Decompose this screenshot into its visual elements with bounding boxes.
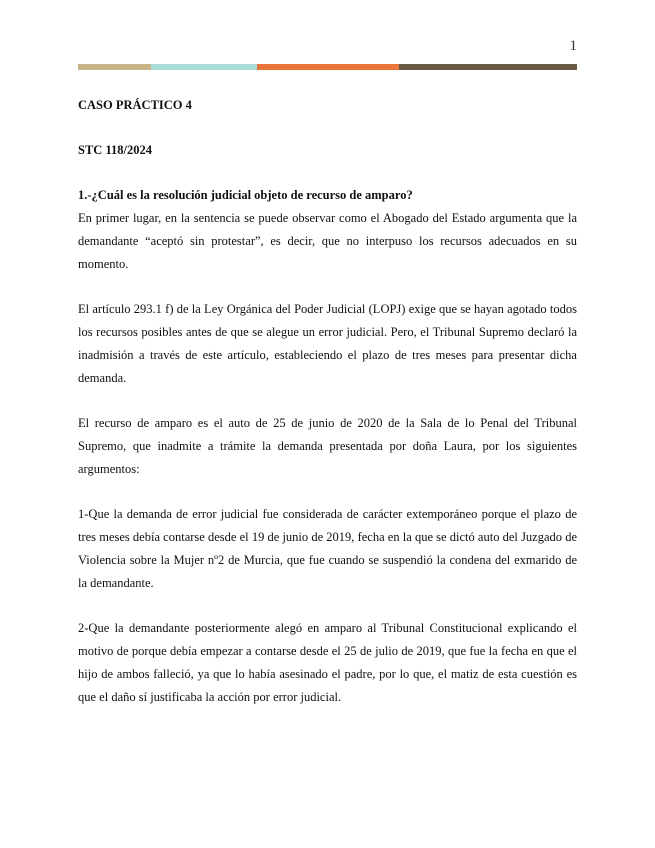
paragraph-2: El artículo 293.1 f) de la Ley Orgánica del Poder Judicial (LOPJ) exige que se hayan agotado todos los recursos posibles antes de que se alegue un error judicial. Pero, el Tribunal Supremo declaró la inadmisión a través de este artículo, estableciendo el plazo de tres meses para presentar dicha demanda. (78, 302, 577, 385)
paragraph-3: El recurso de amparo es el auto de 25 de junio de 2020 de la Sala de lo Penal del Tribunal Supremo, que inadmite a trámite la demanda presentada por doña Laura, por los siguientes argumentos: (78, 416, 577, 476)
color-bar-segment-1 (78, 64, 151, 70)
document-title: CASO PRÁCTICO 4 (78, 98, 192, 112)
color-bar-segment-2 (151, 64, 257, 70)
paragraph-4: 1-Que la demanda de error judicial fue considerada de carácter extemporáneo porque el plazo de tres meses debía contarse desde el 19 de junio de 2019, fecha en la que se dictó auto del Juzgado de Violencia sobre la Mujer nº2 de Murcia, que fue cuando se suspendió la condena del exmarido de la demandante. (78, 507, 577, 590)
question-heading: 1.-¿Cuál es la resolución judicial objeto de recurso de amparo? (78, 188, 413, 202)
color-bar-segment-4 (399, 64, 577, 70)
paragraph-5: 2-Que la demandante posteriormente alegó en amparo al Tribunal Constitucional explicando el motivo de porque debía empezar a contarse desde el 25 de julio de 2019, que fue la fecha en que el hijo de ambos falleció, ya que lo había asesinado el padre, por lo que, el matiz de esta cuestión es que el daño sí justificaba la acción por error judicial. (78, 621, 577, 704)
header-color-bar (78, 64, 577, 70)
document-subtitle: STC 118/2024 (78, 143, 152, 157)
page-number: 1 (569, 38, 577, 54)
document-body (78, 94, 577, 709)
paragraph-1: En primer lugar, en la sentencia se puede observar como el Abogado del Estado argumenta que la demandante “aceptó sin protestar”, es decir, que no interpuso los recursos adecuados en su momento. (78, 211, 577, 271)
color-bar-segment-3 (257, 64, 399, 70)
